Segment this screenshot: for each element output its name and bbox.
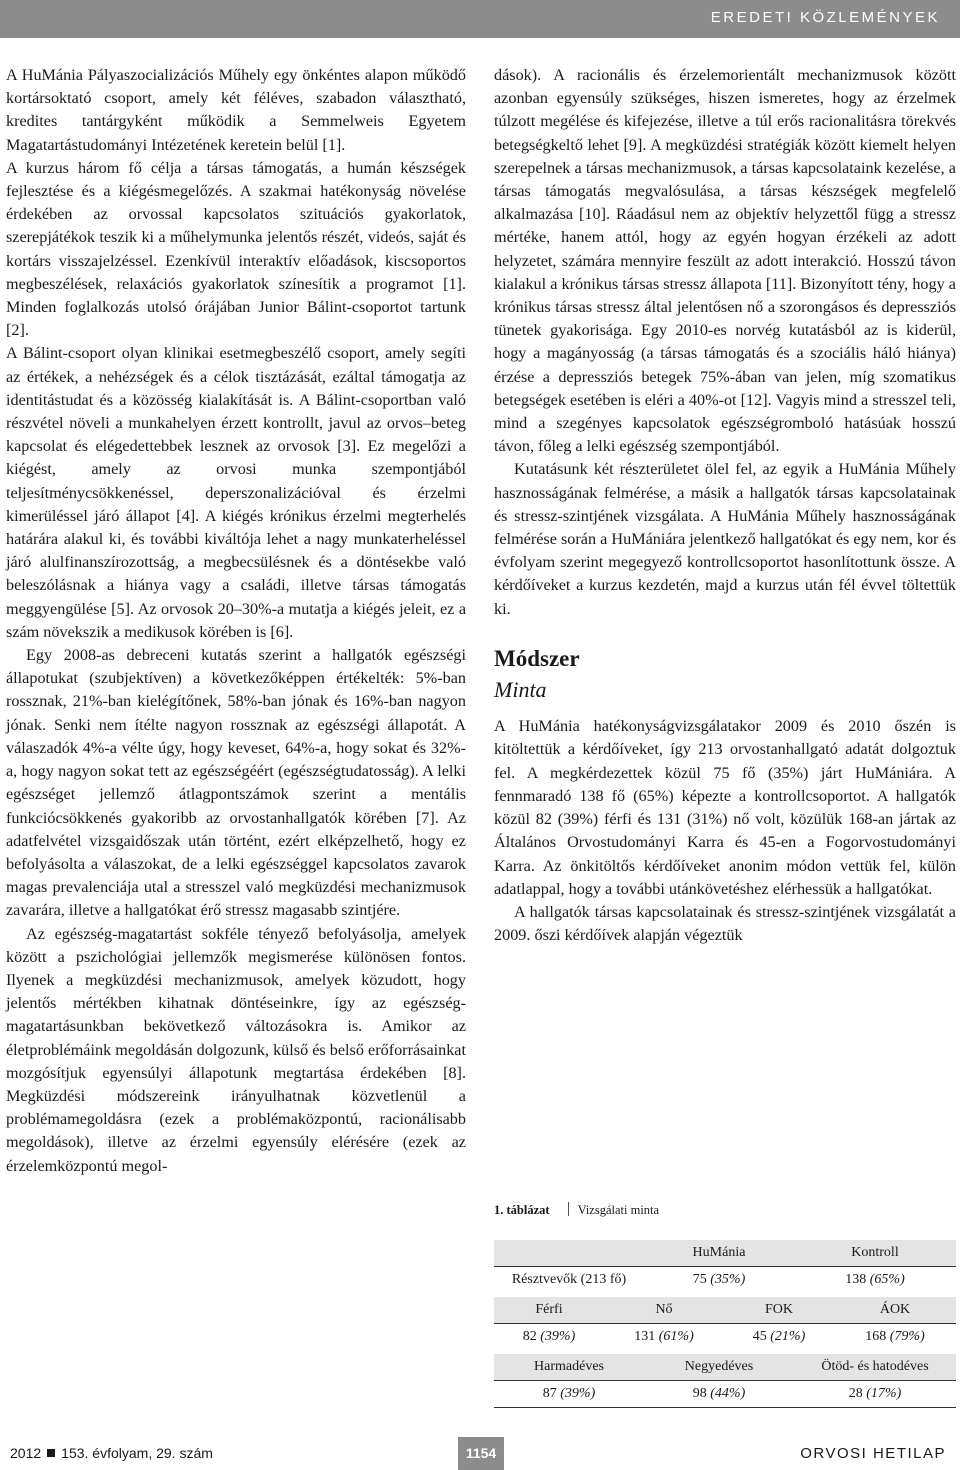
table-header-row	[494, 1240, 956, 1266]
paragraph: A HuMánia hatékonyságvizsgálatakor 2009 és 2010 őszén is kitöltettük a kérdőíveket, így 213 orvostanhallgató adatát dolgoztuk fel. A megkérdezettek közül 75 fő (35%) járt HuMániára. A fennmaradó 138 fő (65%) képezte a kontrollcsoportot. A hallgatók közül 82 (39%) férfi és 131 (31%) nő volt, közülük 168-an jártak az Általános Orvostudományi Karra és 45-en a Fogorvostudományi Karra. Az önkitöltős kérdőíveket anonim módon vettük fel, külön adatlappal, hogy a további utánkövetéshez elérhessük a hallgatókat.	[494, 717, 956, 898]
cell-percent: (39%)	[560, 1386, 596, 1401]
table-header-cell: Kontroll	[851, 1245, 899, 1260]
cell-percent: (44%)	[710, 1386, 746, 1401]
subsection-heading: Minta	[494, 677, 547, 703]
page-footer	[0, 1437, 960, 1470]
caption-divider	[568, 1202, 569, 1216]
table-cell	[604, 1329, 724, 1345]
left-column	[6, 64, 466, 1178]
table-header-cell: Nő	[655, 1302, 673, 1317]
table-cell	[834, 1329, 956, 1345]
table-header-row	[494, 1354, 956, 1380]
cell-percent: (61%)	[658, 1329, 694, 1344]
cell-count: 87	[542, 1386, 557, 1401]
cell-count: 45	[752, 1329, 767, 1344]
paragraph: A hallgatók társas kapcsolatainak és stressz-szintjének vizsgálatát a 2009. őszi kérdőívek alapján végeztük	[494, 902, 956, 945]
paragraph: A kurzus három fő célja a társas támogatás, a humán készségek fejlesztése és a kiégésmegelőzés. A szakmai hatékonyság növelése érdekében az orvossal kapcsolatos szituációs gyakorlatok, szerepjátékok teszik ki a műhelymunka jelentős részét, videós, saját és kortárs visszajelzéssel. Ezenkívül interaktív előadások, kiscsoportos megbeszélések, relaxációs gyakorlatok színesítik a programot [1]. Minden foglalkozás utolsó órájában Junior Bálint-csoportot tartunk [2].	[6, 158, 466, 340]
cell-percent: (79%)	[889, 1329, 925, 1344]
table-number: 1. táblázat	[494, 1203, 550, 1217]
cell-percent: (65%)	[869, 1272, 905, 1287]
table-header-cell: Férfi	[535, 1302, 563, 1317]
paragraph: Egy 2008-as debreceni kutatás szerint a hallgatók egészségi állapotukat (szubjektíven) a következőképpen értékelték: 5%-ban rossznak, 21%-ban kielégítőnek, 58%-ban jónak és 16%-ban nagyon jónak. Senki nem ítélte nagyon rossznak az egészségi állapotát. A válaszadók 4%-a vélte úgy, hogy keveset, 64%-a, hogy sokat és 32%-a, hogy nagyon sokat tett az egészségéért (egészségtudatosság). A lelki egészséget jellemző átlagpontszámok szerint a mentális funkciócsökkenés gyakoribb az orvostanhallgatók körében [7]. Az adatfelvétel vizsgaidőszak után történt, ezért elképzelhető, hogy ez befolyásolta a válaszokat, de a lelki egészséggel kapcsolatos zavarok magas prevalenciája utal a stresszel való megküzdési mechanizmusok zavarára, illetve a hallgatókat érő stressz magasabb szintjére.	[6, 646, 466, 920]
table-header-cell: Harmadéves	[534, 1359, 604, 1374]
table-header-cell: Negyedéves	[684, 1359, 754, 1374]
cell-percent: (21%)	[770, 1329, 806, 1344]
cell-count: 98	[692, 1386, 707, 1401]
paragraph: A Bálint-csoport olyan klinikai esetmegbeszélő csoport, amely segíti az értékek, a nehézségek és a célok tisztázását, ezáltal támogatja az identitástudat és a közösség kialakítását is. A Bálint-csoportban való részvétel növeli a munkahelyen érzett kontrollt, javul az orvos–beteg kapcsolat és elégedettebbek lesznek az orvosok [3]. Ez megelőzi a kiégést, amely az orvosi munka szempontjából teljesítménycsökkenéssel, deperszonalizációval és érzelmi kimerüléssel járó állapot [4]. A kiégés krónikus érzelmi megterhelés határára alakul ki, és további kiváltója lehet a nagy munkaterheléssel járó alulfinanszírozottság, a megbecsülésnek és a döntésekbe való beleszólásnak a hiánya vagy a családi, illetve társas támogatás meggyengülése [5]. Az orvosok 20–30%-a mutatja a kiégés jeleit, ez a szám növekszik a medikusok körében is [6].	[6, 344, 466, 641]
table-row	[494, 1324, 956, 1350]
footer-year: 2012	[10, 1445, 42, 1461]
cell-count: 138	[845, 1272, 867, 1287]
section-header-bar	[0, 0, 960, 38]
table-cell	[494, 1329, 604, 1345]
right-column	[494, 64, 956, 947]
table-row	[494, 1267, 956, 1293]
sample-table	[494, 1240, 956, 1408]
cell-count: 131	[634, 1329, 656, 1344]
table-header-cell: FOK	[764, 1302, 793, 1317]
square-bullet-icon	[47, 1449, 55, 1457]
paragraph: Kutatásunk két részterületet ölel fel, az egyik a HuMánia Műhely hasznosságának felmérése, a másik a hallgatók társas kapcsolatainak és stressz-szintjének vizsgálata. A HuMánia Műhely hasznosságának felmérése során a HuMániára jelentkező hallgatókat és egy nem, kor és évfolyam szerint megegyező kontrollcsoportot hasonlítottunk össze. A kérdőíveket a kurzus kezdetén, majd a kurzus után fél évvel töltettük ki.	[494, 460, 956, 618]
table-row	[494, 1381, 956, 1407]
table-header-cell: Ötöd- és hatodéves	[821, 1359, 929, 1374]
section-heading: Módszer	[494, 645, 580, 671]
section-title: EREDETI KÖZLEMÉNYEK	[710, 9, 940, 26]
table-cell	[794, 1386, 956, 1402]
cell-count: 28	[848, 1386, 863, 1401]
cell-count: 75	[692, 1272, 707, 1287]
cell-count: 168	[865, 1329, 887, 1344]
table-title: Vizsgálati minta	[577, 1203, 660, 1217]
table-header-cell: ÁOK	[879, 1302, 911, 1317]
table-cell	[794, 1272, 956, 1288]
table-header-cell: HuMánia	[692, 1245, 746, 1260]
table-cell	[644, 1272, 794, 1288]
cell-percent: (39%)	[540, 1329, 576, 1344]
paragraph: Az egészség-magatartást sokféle tényező befolyásolja, amelyek között a pszichológiai jellemzők megismerése különösen fontos. Ilyenek a megküzdési mechanizmusok, amelyek közudott, hogy jelentős mértékben kihatnak döntéseinkre, így az egészség-magatartásunkban bekövetkező változásokra is. Amikor az életproblémáink megoldásán dolgozunk, külső és belső erőforrásainkat mozgósítjuk egyensúlyi állapotunk megtartása érdekében [8]. Megküzdési módszereink irányulhatnak közvetlenül a problémamegoldásra (ezek a problémaközpontú, racionálisabb megoldások), illetve az érzelmi egyensúly elérésére (ezek az érzelemközpontú megol-	[6, 924, 466, 1175]
table-rule	[494, 1407, 956, 1408]
table-cell	[724, 1329, 834, 1345]
table-header-row	[494, 1297, 956, 1323]
table-cell	[644, 1386, 794, 1402]
table-cell	[494, 1386, 644, 1402]
cell-count: 82	[522, 1329, 537, 1344]
page-number: 1154	[458, 1437, 504, 1470]
journal-name: ORVOSI HETILAP	[800, 1445, 946, 1462]
paragraph: A HuMánia Pályaszocializációs Műhely egy önkéntes alapon működő kortársoktató csoport, amely két féléves, szabadon választható, kredites tantárgyként működik a Semmelweis Egyetem Magatartástudományi Intézetének keretein belül [1].	[6, 66, 466, 154]
issue-info	[10, 1445, 213, 1461]
paragraph: dások). A racionális és érzelemorientált mechanizmusok között azonban egyensúly szükséges, hiszen ismeretes, hogy az érzelmek túlzott megélése és kifejezése, illetve a túl erős racionalitásra törekvés betegségkeltő lehet [9]. A megküzdési stratégiák között kiemelt helyen szerepelnek a társas mechanizmusok, a társas kapcsolataink kezelése, a társas támogatás megvalósulása, a társas készségek megfelelő alkalmazása [10]. Ráadásul nem az objektív helyzettől függ a stressz mértéke, hanem attól, hogy az egyén hogyan érzékeli az adott helyzetet, számára mennyire feszült az adott interakció. Hosszú távon kialakul a krónikus társas stressz állapota [11]. Bizonyított tény, hogy a krónikus társas stressz által jelentősen nő a szorongásos és depressziós tünetek gyakorisága. Egy 2010-es norvég kutatásból az is kiderül, hogy a magányosság (a társas támogatás és a szociális háló hiánya) érzése a depressziós betegek 75%-ában van jelen, míg szomatikus betegségek esetében is eléri a 40%-ot [12]. Vagyis mind a stresszel teli, mind a szegényes kapcsolatok egészségromboló hatásúak hosszú távon, főleg a lelki egészség szempontjából.	[494, 66, 956, 456]
cell-percent: (17%)	[866, 1386, 902, 1401]
table-caption	[494, 1202, 659, 1218]
table-row-label: Résztvevők (213 fő)	[511, 1272, 627, 1287]
cell-percent: (35%)	[710, 1272, 746, 1287]
footer-issue: 153. évfolyam, 29. szám	[61, 1445, 213, 1461]
